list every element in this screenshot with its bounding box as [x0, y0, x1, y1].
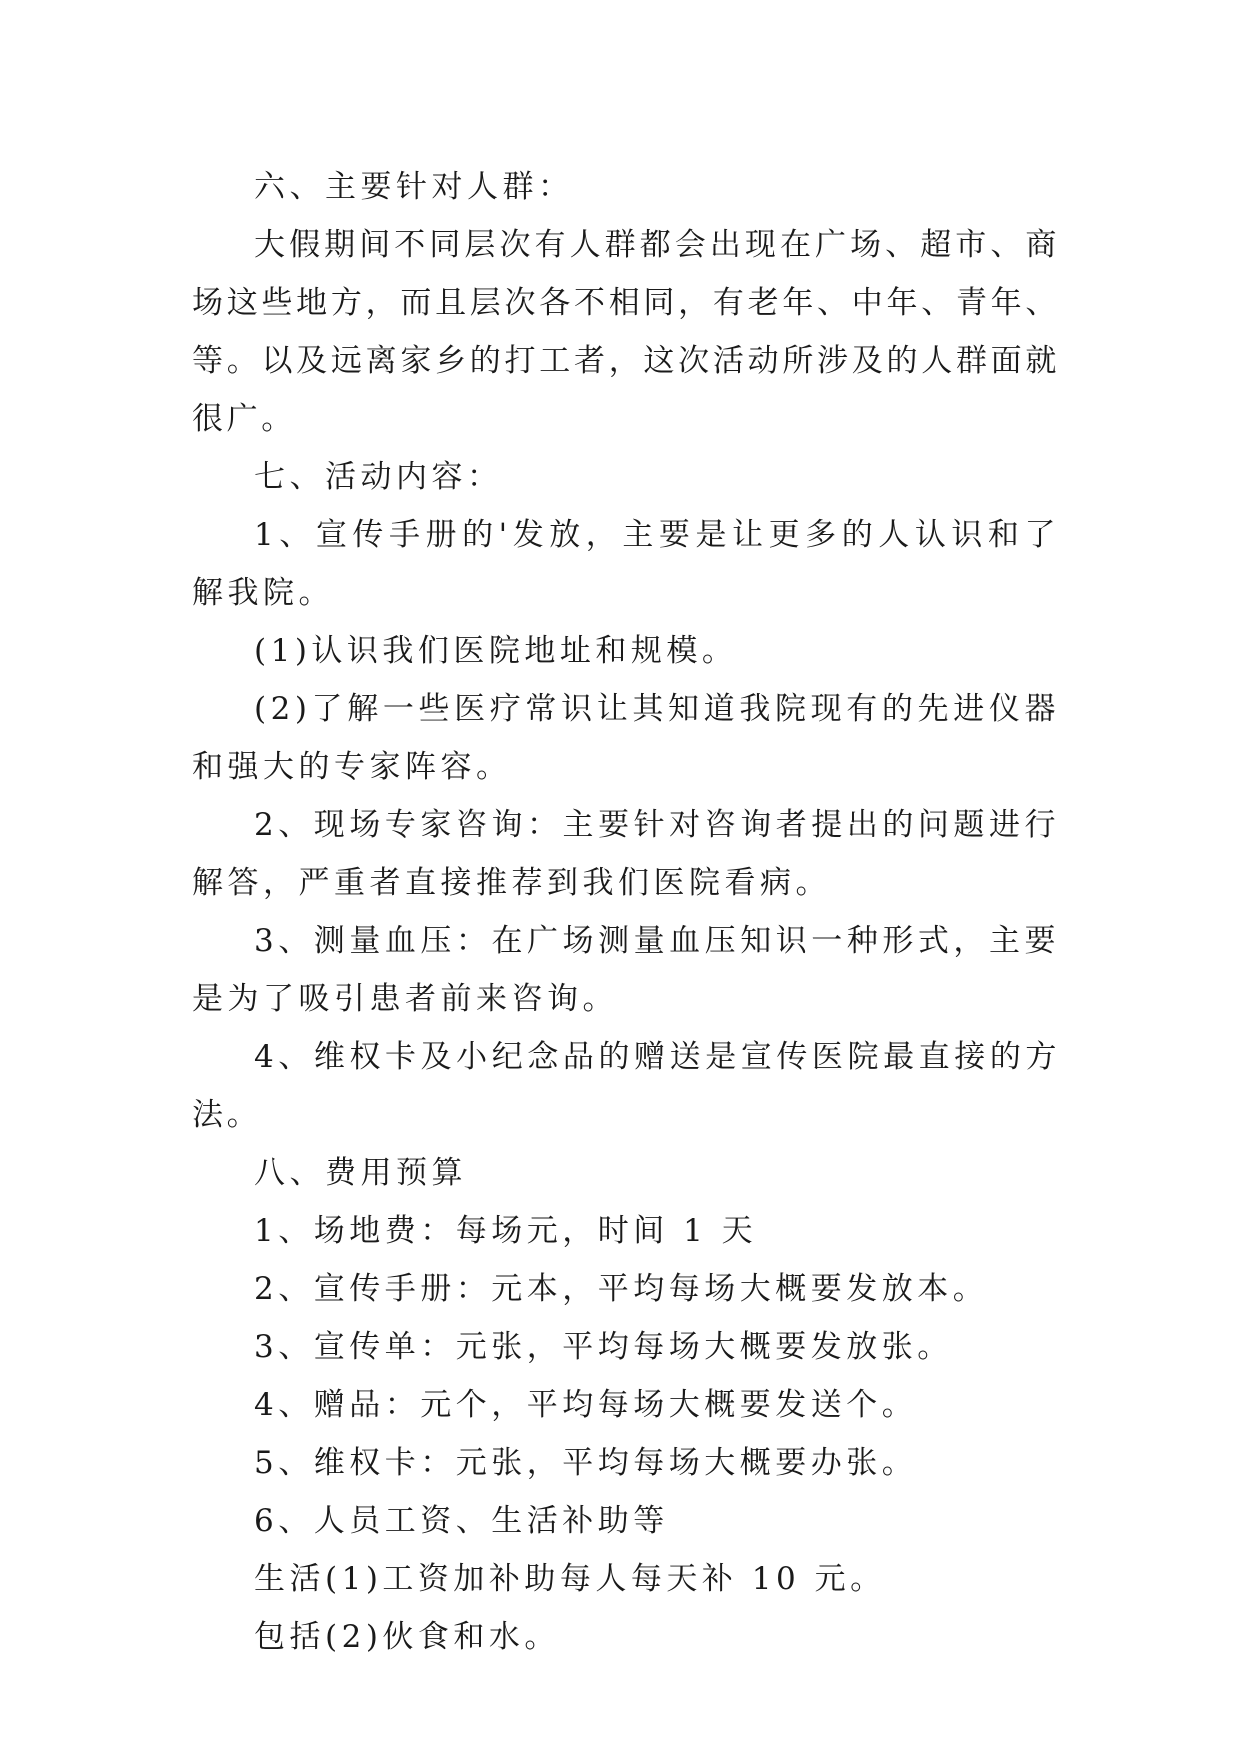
budget-subitem-food: 包括(2)伙食和水。	[254, 1619, 560, 1655]
budget-item-gifts: 4、赠品：元个，平均每场大概要发送个。	[254, 1387, 918, 1423]
budget-item-flyer: 3、宣传单：元张，平均每场大概要发放张。	[254, 1329, 953, 1365]
budget-item-staff: 6、人员工资、生活补助等	[254, 1503, 669, 1539]
paragraph-target-audience: 大假期间不同层次有人群都会出现在广场、超市、商场这些地方，而且层次各不相同，有老年、中年、青年、等。以及远离家乡的打工者，这次活动所涉及的人群面就很广。	[192, 227, 1060, 437]
paragraph-subitem-1: (1)认识我们医院地址和规模。	[254, 633, 738, 669]
section-heading-target-audience: 六、主要针对人群：	[254, 169, 574, 205]
paragraph-item-gifts: 4、维权卡及小纪念品的赠送是宣传医院最直接的方法。	[192, 1039, 1060, 1133]
section-heading-activity-content: 七、活动内容：	[254, 459, 503, 495]
paragraph-item-brochure: 1、宣传手册的'发放，主要是让更多的人认识和了解我院。	[192, 517, 1060, 611]
section-heading-budget: 八、费用预算	[254, 1155, 467, 1191]
paragraph-subitem-2: (2)了解一些医疗常识让其知道我院现有的先进仪器和强大的专家阵容。	[192, 691, 1060, 785]
budget-item-venue: 1、场地费：每场元，时间 1 天	[254, 1213, 758, 1249]
budget-item-brochure: 2、宣传手册：元本，平均每场大概要发放本。	[254, 1271, 989, 1307]
paragraph-item-blood-pressure: 3、测量血压：在广场测量血压知识一种形式，主要是为了吸引患者前来咨询。	[192, 923, 1060, 1017]
budget-item-card: 5、维权卡：元张，平均每场大概要办张。	[254, 1445, 918, 1481]
budget-subitem-wage: 生活(1)工资加补助每人每天补 10 元。	[254, 1561, 886, 1597]
document-body	[192, 158, 1060, 1666]
paragraph-item-consultation: 2、现场专家咨询：主要针对咨询者提出的问题进行解答，严重者直接推荐到我们医院看病。	[192, 807, 1060, 901]
